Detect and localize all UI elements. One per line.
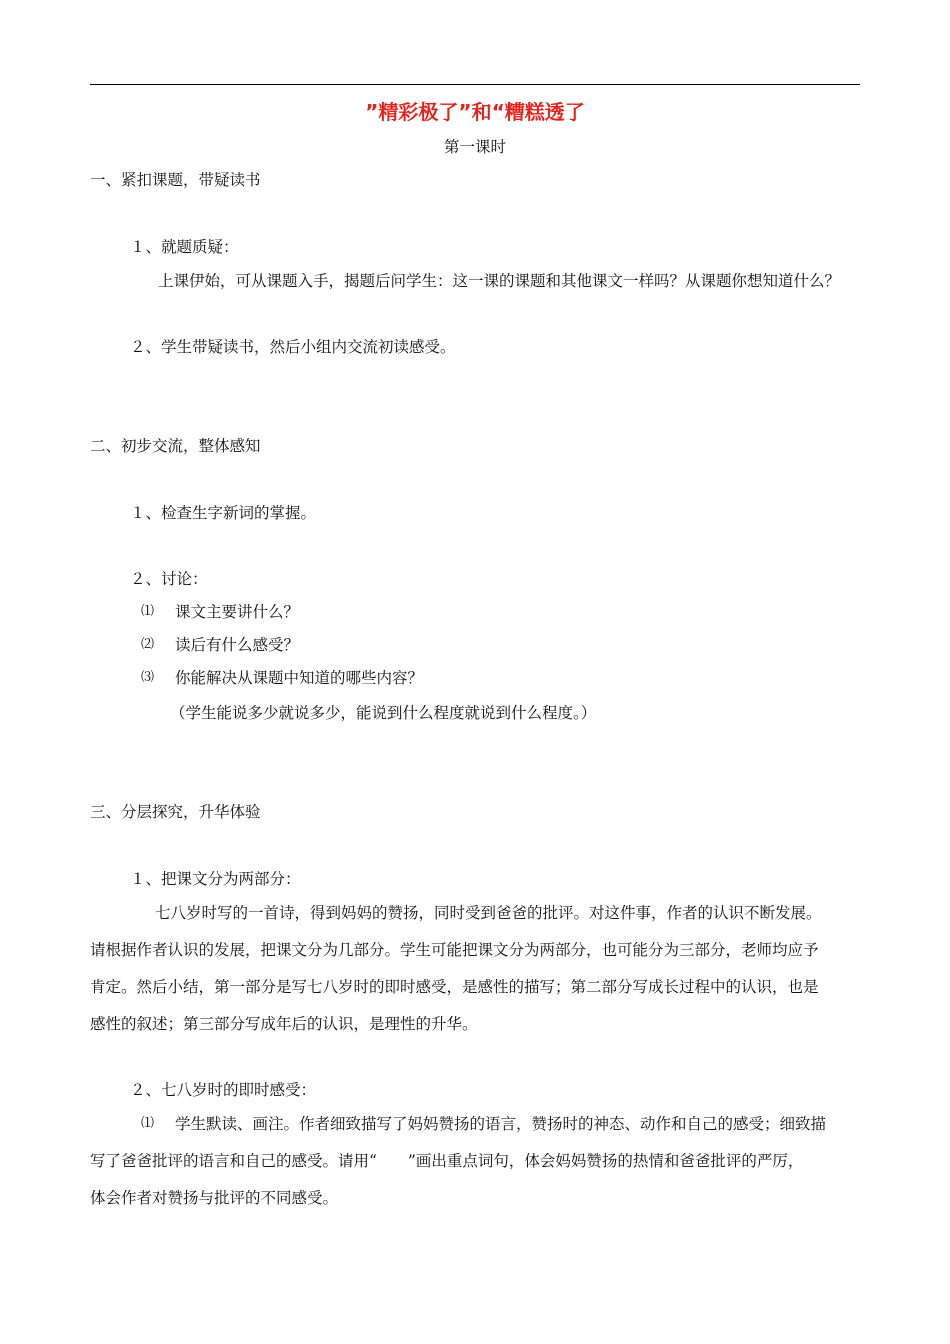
- section-3-heading: 三、分层探究，升华体验: [90, 803, 261, 821]
- section-3-question-1-number: ⑴: [141, 1116, 155, 1131]
- question-2-number: ⑵: [141, 637, 155, 652]
- section-1-paragraph-1: 上课伊始，可从课题入手，揭题后问学生：这一课的课题和其他课文一样吗？从课题你想知道什么？: [158, 272, 841, 290]
- header-rule: [90, 84, 860, 85]
- page-title: ”精彩极了”和“糟糕透了: [365, 100, 585, 124]
- question-3-text: 你能解决从课题中知道的哪些内容？: [175, 669, 424, 687]
- section-3-paragraph-1-line-2: 请根据作者认识的发展，把课文分为几部分。学生可能把课文分为两部分，也可能分为三部分，老师均应予: [90, 941, 819, 959]
- section-2-item-2: ２、讨论：: [130, 570, 208, 588]
- question-2-text: 读后有什么感受？: [175, 636, 300, 654]
- section-1-heading: 一、紧扣课题，带疑读书: [90, 171, 261, 189]
- section-3-paragraph-1-line-4: 感性的叙述；第三部分写成年后的认识，是理性的升华。: [90, 1015, 478, 1033]
- question-1-text: 课文主要讲什么？: [175, 603, 300, 621]
- lesson-subtitle: 第一课时: [443, 138, 506, 156]
- section-2-heading: 二、初步交流，整体感知: [90, 437, 261, 455]
- section-3-item-2: ２、七八岁时的即时感受：: [130, 1081, 317, 1099]
- section-3-paragraph-1-line-3: 肯定。然后小结，第一部分是写七八岁时的即时感受，是感性的描写；第二部分写成长过程中的认识，也是: [90, 978, 819, 996]
- section-3-item-1: １、把课文分为两部分：: [130, 870, 301, 888]
- section-1-item-2: ２、学生带疑读书，然后小组内交流初读感受。: [130, 338, 456, 356]
- section-3-paragraph-2-line-3: 体会作者对赞扬与批评的不同感受。: [90, 1189, 339, 1207]
- question-1-number: ⑴: [141, 604, 155, 619]
- section-2-note: （学生能说多少就说多少，能说到什么程度就说到什么程度。）: [170, 704, 597, 722]
- section-3-paragraph-1-line-1: 七八岁时写的一首诗，得到妈妈的赞扬，同时受到爸爸的批评。对这件事，作者的认识不断发展。: [155, 904, 822, 922]
- section-3-paragraph-2-line-1: 学生默读、画注。作者细致描写了妈妈赞扬的语言，赞扬时的神态、动作和自己的感受；细致描: [175, 1115, 827, 1133]
- question-3-number: ⑶: [141, 670, 155, 685]
- section-1-item-1: １、就题质疑：: [130, 238, 239, 256]
- section-2-item-1: １、检查生字新词的掌握。: [130, 504, 317, 522]
- section-3-paragraph-2-line-2: 写了爸爸批评的语言和自己的感受。请用“ ”画出重点词句，体会妈妈赞扬的热情和爸爸批评的严厉，: [90, 1152, 804, 1170]
